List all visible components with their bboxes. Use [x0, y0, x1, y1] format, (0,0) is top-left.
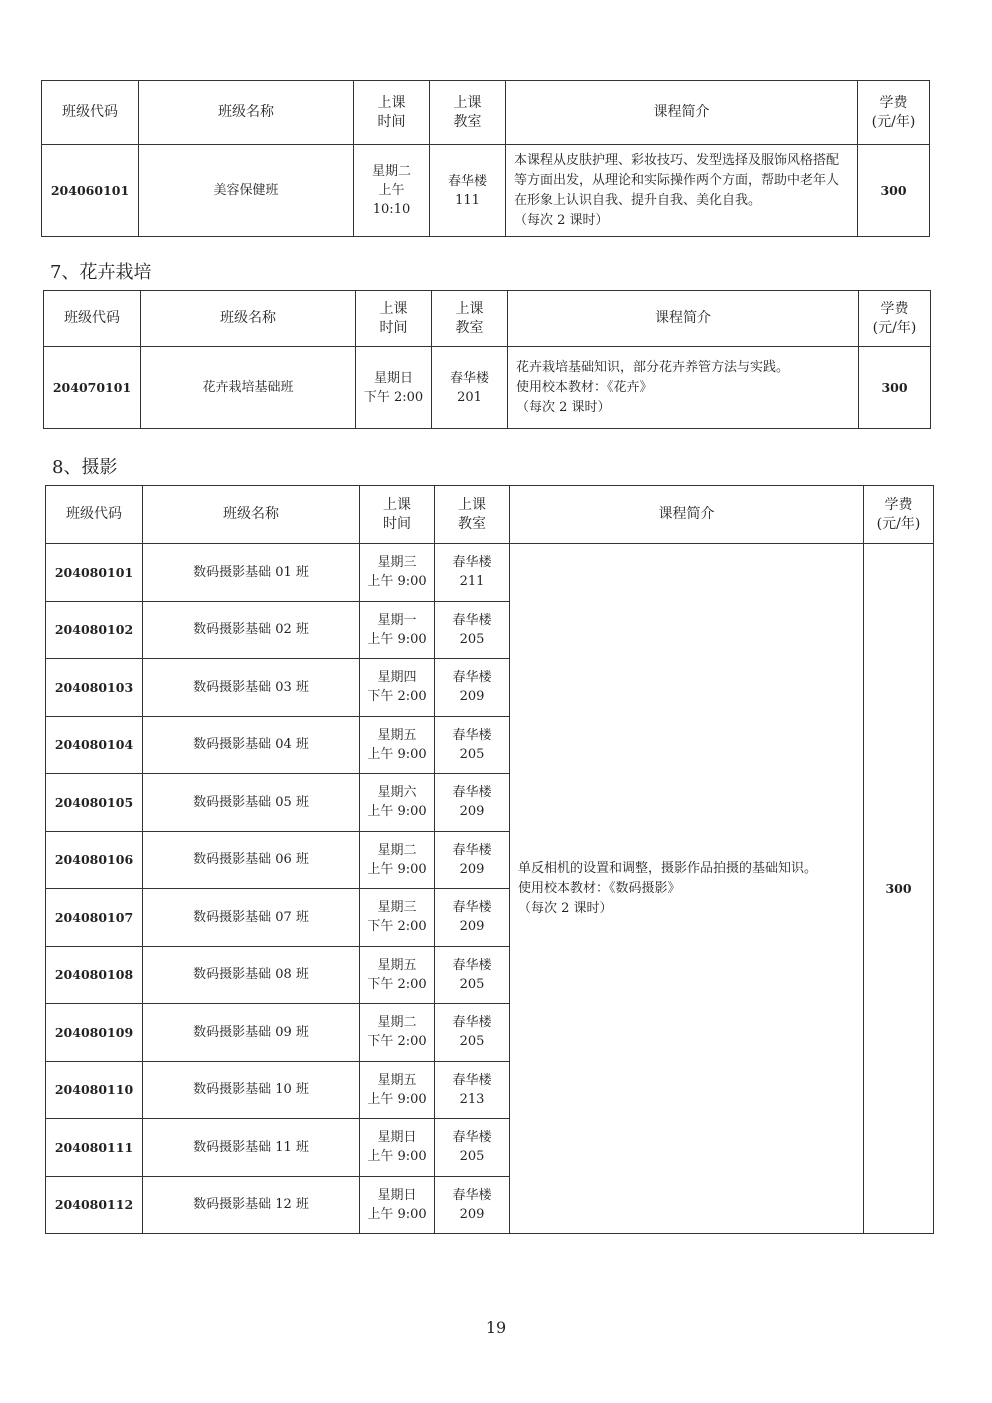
class-code: 204080102 [46, 601, 143, 659]
class-time: 星期五 上午 9:00 [360, 1061, 435, 1119]
header-room: 上课 教室 [435, 486, 510, 544]
course-hours: （每次 2 课时） [516, 399, 611, 415]
class-name: 数码摄影基础 11 班 [143, 1119, 360, 1177]
class-name: 数码摄影基础 06 班 [143, 831, 360, 889]
class-room: 春华楼 201 [432, 347, 508, 429]
class-name: 数码摄影基础 05 班 [143, 774, 360, 832]
table-header-row [44, 291, 931, 347]
class-code: 204080107 [46, 889, 143, 947]
class-name: 数码摄影基础 01 班 [143, 544, 360, 602]
header-time: 上课 时间 [356, 291, 432, 347]
header-intro: 课程简介 [510, 486, 864, 544]
course-table-photography [45, 485, 934, 1234]
class-code: 204080111 [46, 1119, 143, 1177]
section-title-flower: 7、花卉栽培 [50, 262, 152, 283]
header-fee: 学费 (元/年) [864, 486, 934, 544]
header-name: 班级名称 [139, 81, 354, 145]
class-name: 数码摄影基础 12 班 [143, 1176, 360, 1234]
class-time: 星期五 下午 2:00 [360, 946, 435, 1004]
header-room: 上课 教室 [432, 291, 508, 347]
class-time: 星期三 上午 9:00 [360, 544, 435, 602]
class-name: 数码摄影基础 02 班 [143, 601, 360, 659]
class-name: 数码摄影基础 04 班 [143, 716, 360, 774]
header-code: 班级代码 [46, 486, 143, 544]
table-row [44, 347, 931, 429]
class-time: 星期一 上午 9:00 [360, 601, 435, 659]
header-name: 班级名称 [141, 291, 356, 347]
class-name: 花卉栽培基础班 [141, 347, 356, 429]
class-room: 春华楼 209 [435, 889, 510, 947]
class-fee: 300 [859, 347, 931, 429]
table-header-row [46, 486, 934, 544]
class-time: 星期五 上午 9:00 [360, 716, 435, 774]
class-name: 美容保健班 [139, 145, 354, 237]
class-code: 204080110 [46, 1061, 143, 1119]
class-name: 数码摄影基础 10 班 [143, 1061, 360, 1119]
header-intro: 课程简介 [508, 291, 859, 347]
class-room: 春华楼 205 [435, 946, 510, 1004]
course-hours: （每次 2 课时） [514, 212, 609, 228]
class-code: 204080109 [46, 1004, 143, 1062]
course-intro [506, 145, 858, 237]
course-intro-text: 花卉栽培基础知识，部分花卉养管方法与实践。 [516, 359, 790, 375]
table-row [46, 544, 934, 602]
table-header-row [42, 81, 930, 145]
class-code: 204080104 [46, 716, 143, 774]
header-name: 班级名称 [143, 486, 360, 544]
class-room: 春华楼 111 [430, 145, 506, 237]
class-time: 星期二 上午 10:10 [354, 145, 430, 237]
class-room: 春华楼 205 [435, 1119, 510, 1177]
class-code: 204080105 [46, 774, 143, 832]
class-room: 春华楼 205 [435, 601, 510, 659]
class-code: 204060101 [42, 145, 139, 237]
section-title-photography: 8、摄影 [52, 457, 118, 478]
class-time: 星期六 上午 9:00 [360, 774, 435, 832]
class-name: 数码摄影基础 03 班 [143, 659, 360, 717]
course-textbook: 使用校本教材：《花卉》 [516, 379, 653, 395]
class-fee: 300 [864, 544, 934, 1234]
class-fee: 300 [858, 145, 930, 237]
class-room: 春华楼 205 [435, 716, 510, 774]
course-textbook: 使用校本教材：《数码摄影》 [518, 880, 681, 896]
class-room: 春华楼 213 [435, 1061, 510, 1119]
class-code: 204080112 [46, 1176, 143, 1234]
header-fee: 学费 (元/年) [858, 81, 930, 145]
header-code: 班级代码 [44, 291, 141, 347]
class-name: 数码摄影基础 09 班 [143, 1004, 360, 1062]
class-code: 204080103 [46, 659, 143, 717]
header-code: 班级代码 [42, 81, 139, 145]
course-intro-text: 本课程从皮肤护理、彩妆技巧、发型选择及服饰风格搭配等方面出发，从理论和实际操作两个方面，帮助中老年人在形象上认识自我、提升自我、美化自我。 [514, 152, 840, 208]
course-intro-text: 单反相机的设置和调整，摄影作品拍摄的基础知识。 [518, 860, 818, 876]
class-time: 星期三 下午 2:00 [360, 889, 435, 947]
header-room: 上课 教室 [430, 81, 506, 145]
class-name: 数码摄影基础 07 班 [143, 889, 360, 947]
class-time: 星期日 上午 9:00 [360, 1176, 435, 1234]
page-number: 19 [485, 1318, 507, 1337]
course-table-beauty [41, 80, 930, 237]
header-time: 上课 时间 [360, 486, 435, 544]
class-room: 春华楼 209 [435, 774, 510, 832]
class-room: 春华楼 211 [435, 544, 510, 602]
class-time: 星期日 下午 2:00 [356, 347, 432, 429]
header-fee: 学费 (元/年) [859, 291, 931, 347]
class-code: 204080101 [46, 544, 143, 602]
header-time: 上课 时间 [354, 81, 430, 145]
table-row [42, 145, 930, 237]
class-code: 204080106 [46, 831, 143, 889]
class-code: 204080108 [46, 946, 143, 1004]
class-time: 星期二 下午 2:00 [360, 1004, 435, 1062]
course-intro [510, 544, 864, 1234]
class-room: 春华楼 209 [435, 1176, 510, 1234]
class-name: 数码摄影基础 08 班 [143, 946, 360, 1004]
class-code: 204070101 [44, 347, 141, 429]
course-intro [508, 347, 859, 429]
class-time: 星期日 上午 9:00 [360, 1119, 435, 1177]
course-table-flower [43, 290, 931, 429]
header-intro: 课程简介 [506, 81, 858, 145]
class-time: 星期四 下午 2:00 [360, 659, 435, 717]
class-room: 春华楼 205 [435, 1004, 510, 1062]
course-hours: （每次 2 课时） [518, 900, 613, 916]
class-time: 星期二 上午 9:00 [360, 831, 435, 889]
class-room: 春华楼 209 [435, 831, 510, 889]
class-room: 春华楼 209 [435, 659, 510, 717]
